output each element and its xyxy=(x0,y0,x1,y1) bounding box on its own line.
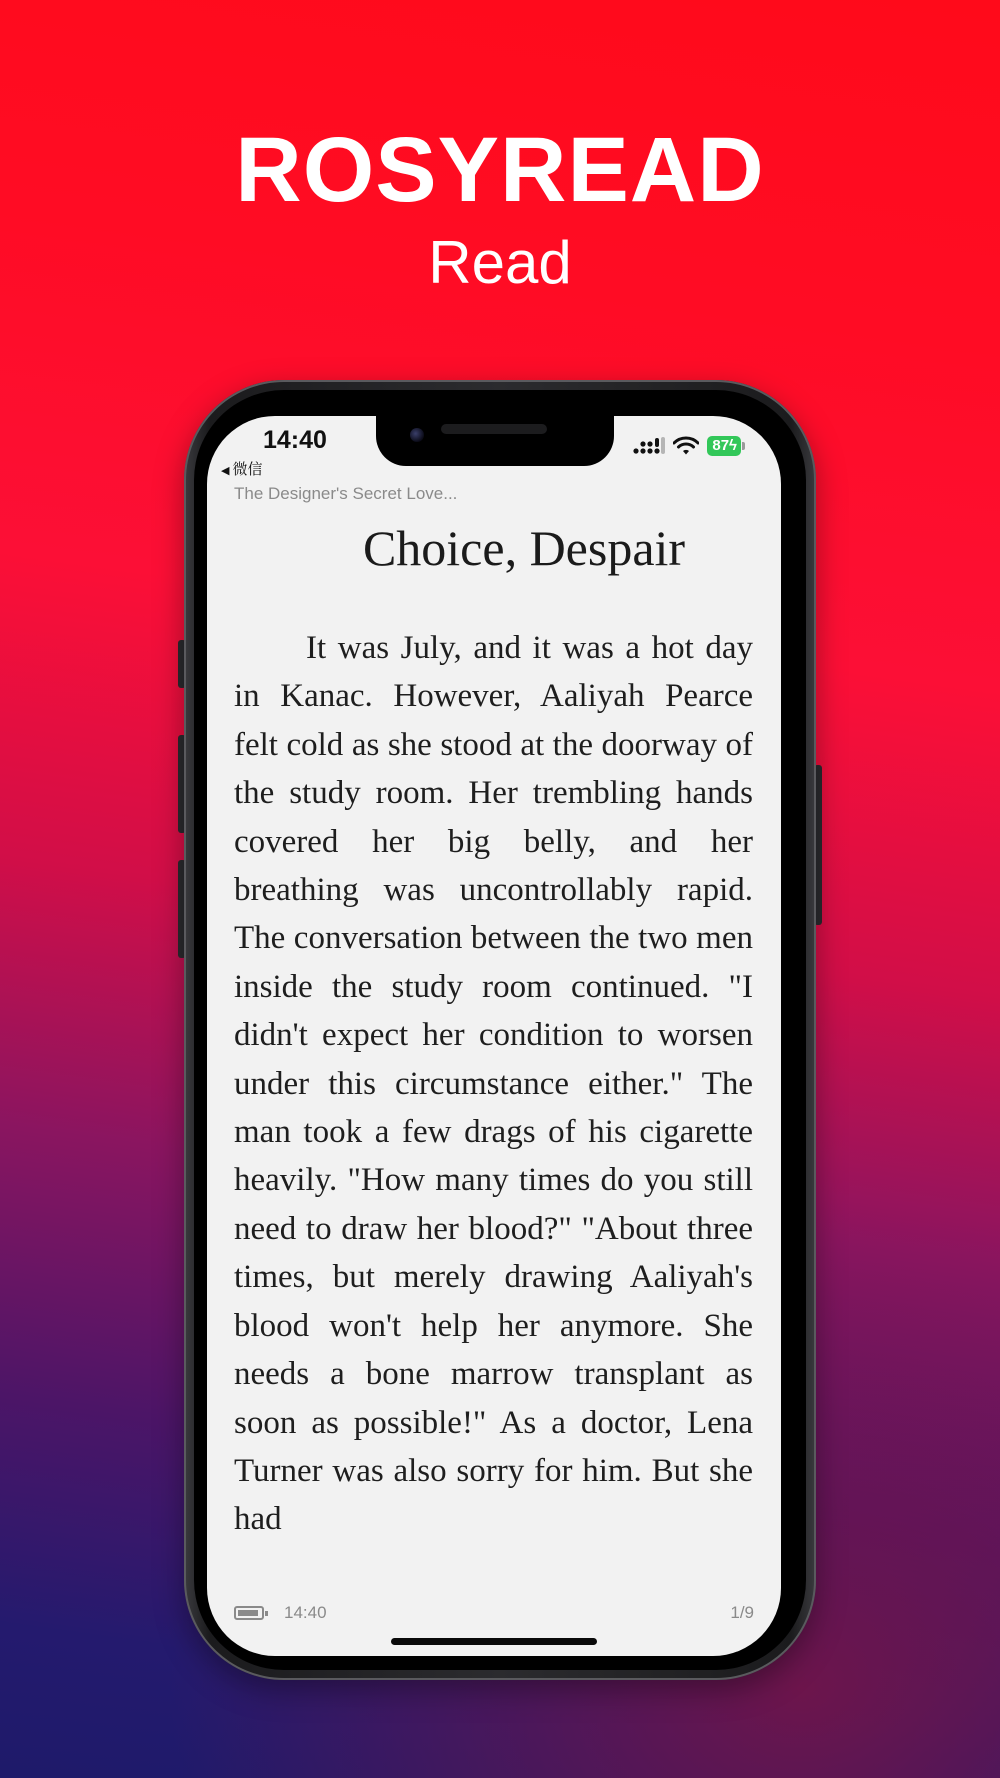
back-to-app-label: 微信 xyxy=(232,460,263,478)
phone-bezel xyxy=(194,390,806,1670)
home-indicator[interactable] xyxy=(391,1638,597,1645)
status-icons xyxy=(633,436,741,456)
back-arrow-icon: ◀ xyxy=(221,464,230,477)
footer-battery-icon xyxy=(234,1606,264,1620)
chapter-title: Choice, Despair xyxy=(362,520,686,576)
signal-icon xyxy=(633,437,665,455)
footer-time: 14:40 xyxy=(284,1603,327,1622)
promo-subtitle: Read xyxy=(428,229,572,296)
back-to-app-link[interactable] xyxy=(221,458,262,479)
reader-screen[interactable] xyxy=(207,416,781,1656)
battery-charging-icon: 87ϟ xyxy=(707,436,741,456)
battery-level: 87 xyxy=(712,437,730,454)
page-indicator: 1/9 xyxy=(730,1603,754,1622)
phone-frame xyxy=(184,380,816,1680)
earpiece-speaker xyxy=(441,424,547,434)
status-time: 14:40 xyxy=(263,426,327,454)
chapter-body-text: It was July, and it was a hot day in Kanac. However, Aaliyah Pearce felt cold as she stood at the doorway of the study room. Her trembling hands covered her big belly, and her breathing was uncontrollably rapid. The conversation between the two men inside the study room continued. "I didn't expect her condition to worsen under this circumstance either." The man took a few drags of his cigarette heavily. "How many times do you still need to draw her blood?" "About three times, but merely drawing Aaliyah's blood won't help her anymore. She needs a bone marrow transplant as soon as possible!" As a doctor, Lena Turner was also sorry for him. But she had xyxy=(234,630,753,1538)
promo-title: ROSYREAD xyxy=(235,119,765,221)
book-title: The Designer's Secret Love... xyxy=(234,484,458,503)
front-camera-icon xyxy=(410,428,424,442)
wifi-icon xyxy=(673,436,699,456)
